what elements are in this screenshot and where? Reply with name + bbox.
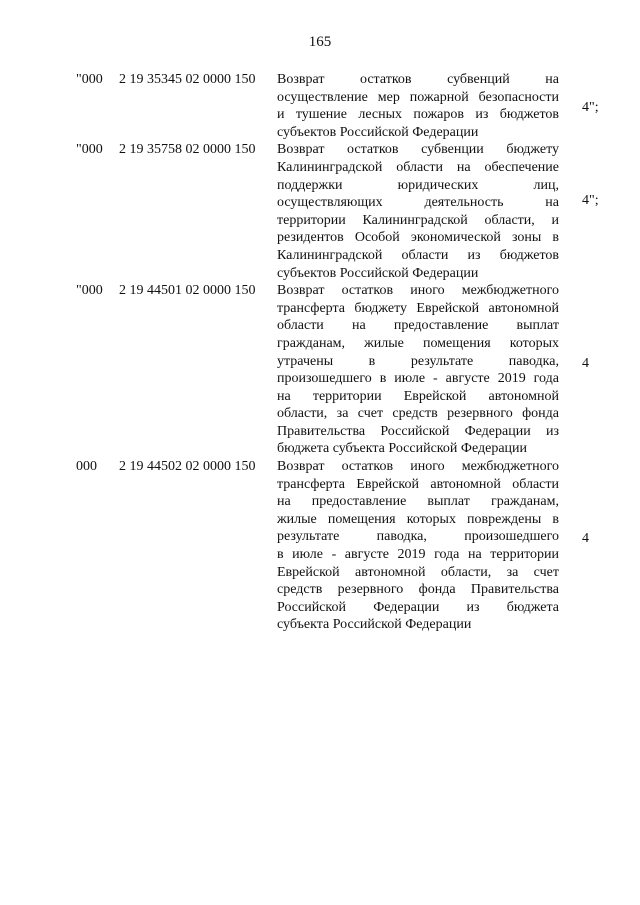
table-row bbox=[0, 458, 640, 634]
budget-classification-code: 2 19 44501 02 0000 150 bbox=[119, 283, 256, 299]
description-line: осуществление мер пожарной безопасности bbox=[277, 89, 559, 105]
description-line: произошедшего в июле - августе 2019 года bbox=[277, 371, 559, 387]
row-amount: 4"; bbox=[582, 100, 599, 115]
row-prefix: "000 bbox=[76, 283, 103, 299]
description-line: в июле - августе 2019 года на территории bbox=[277, 547, 559, 563]
description-line: жилые помещения которых повреждены в bbox=[277, 511, 559, 527]
description-line: на предоставление выплат гражданам, bbox=[277, 494, 559, 510]
row-prefix: "000 bbox=[76, 142, 103, 158]
description-line: трансферта Еврейской автономной области bbox=[277, 476, 559, 492]
description-line: Российской Федерации из бюджета bbox=[277, 599, 559, 615]
description-line: резидентов Особой экономической зоны в bbox=[277, 230, 559, 246]
description-line: Еврейской автономной области, за счет bbox=[277, 564, 559, 580]
row-description bbox=[277, 141, 559, 282]
description-line: субъектов Российской Федерации bbox=[277, 124, 479, 140]
row-prefix: "000 bbox=[76, 72, 103, 87]
page-number: 165 bbox=[308, 34, 332, 50]
description-line: Калининградской области из бюджетов bbox=[277, 247, 559, 263]
row-description bbox=[277, 282, 559, 458]
description-line: территории Калининградской области, и bbox=[277, 212, 559, 228]
description-line: результате паводка, произошедшего bbox=[277, 529, 559, 545]
description-line: утрачены в результате паводка, bbox=[277, 353, 559, 369]
description-line: гражданам, жилые помещения которых bbox=[277, 335, 559, 351]
table-row bbox=[0, 141, 640, 282]
row-amount: 4"; bbox=[582, 193, 599, 209]
description-line: и тушение лесных пожаров из бюджетов bbox=[277, 107, 559, 123]
description-line: поддержки юридических лиц, bbox=[277, 177, 559, 193]
description-line: осуществляющих деятельность на bbox=[277, 195, 559, 211]
description-line: субъектов Российской Федерации bbox=[277, 265, 479, 281]
budget-codes-table bbox=[0, 71, 640, 634]
description-line: Возврат остатков иного межбюджетного bbox=[277, 459, 559, 475]
description-line: трансферта бюджету Еврейской автономной bbox=[277, 300, 559, 316]
row-prefix: 000 bbox=[76, 459, 97, 475]
description-line: Возврат остатков субвенции бюджету bbox=[277, 142, 559, 158]
description-line: на территории Еврейской автономной bbox=[277, 388, 559, 404]
row-amount: 4 bbox=[582, 356, 589, 372]
table-row bbox=[0, 282, 640, 458]
description-line: субъекта Российской Федерации bbox=[277, 617, 472, 633]
table-row bbox=[0, 71, 640, 141]
budget-classification-code: 2 19 35758 02 0000 150 bbox=[119, 142, 256, 158]
row-amount: 4 bbox=[582, 531, 589, 547]
row-description bbox=[277, 71, 559, 141]
description-line: Возврат остатков субвенций на bbox=[277, 72, 559, 87]
description-line: Возврат остатков иного межбюджетного bbox=[277, 283, 559, 299]
description-line: Калининградской области на обеспечение bbox=[277, 159, 559, 175]
budget-classification-code: 2 19 35345 02 0000 150 bbox=[119, 72, 256, 87]
description-line: средств резервного фонда Правительства bbox=[277, 582, 559, 598]
description-line: бюджета субъекта Российской Федерации bbox=[277, 441, 528, 457]
description-line: области на предоставление выплат bbox=[277, 318, 559, 334]
row-description bbox=[277, 458, 559, 634]
description-line: области, за счет средств резервного фонда bbox=[277, 406, 559, 422]
budget-classification-code: 2 19 44502 02 0000 150 bbox=[119, 459, 256, 475]
description-line: Правительства Российской Федерации из bbox=[277, 423, 559, 439]
